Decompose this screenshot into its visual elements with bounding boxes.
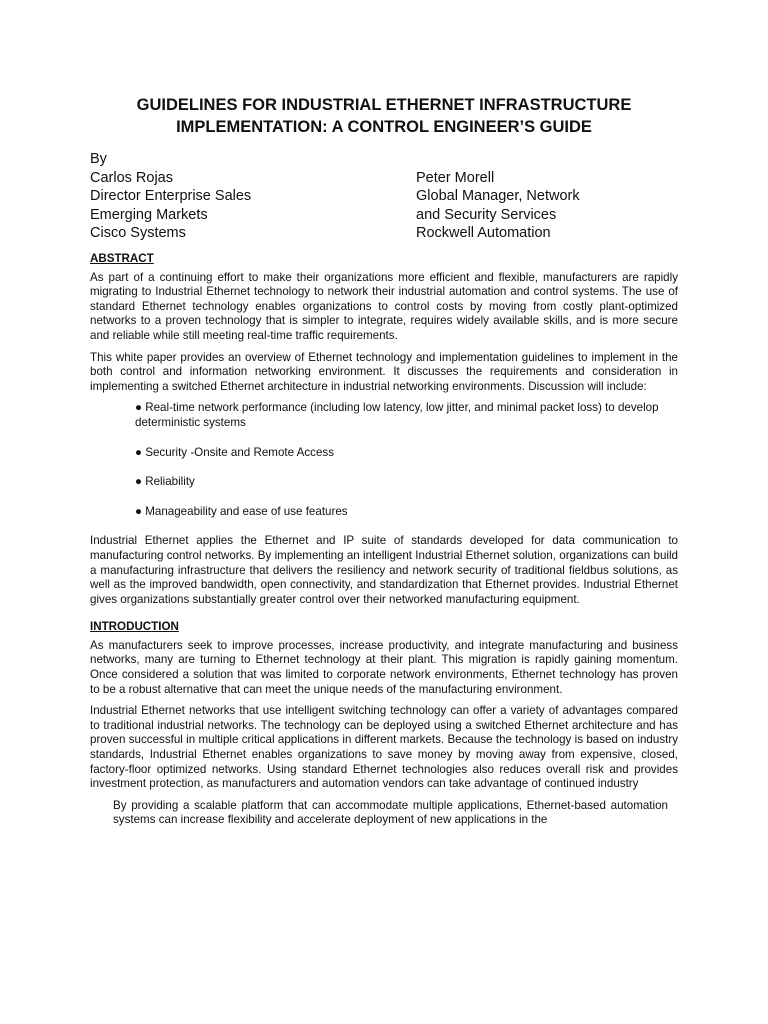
title-line-2: IMPLEMENTATION: A CONTROL ENGINEER’S GUIDE (176, 118, 592, 136)
title-line-1: GUIDELINES FOR INDUSTRIAL ETHERNET INFRASTRUCTURE (136, 96, 632, 114)
by-label: By (90, 151, 107, 167)
author-right-column (416, 169, 580, 243)
author-right-division: and Security Services (416, 206, 557, 223)
abstract-paragraph-1: As part of a continuing effort to make their organizations more efficient and flexible, manufacturers are rapidly migrating to Industrial Ethernet technology to network their industrial automation and control systems. The use of standard Ethernet technology enables organizations to control costs by moving from costly plant-optimized networks to a proven technology that is simpler to integrate, requires widely available skills, and is more secure and reliable while still meeting real-time traffic requirements. (90, 270, 678, 342)
introduction-paragraph-1: As manufacturers seek to improve processes, increase productivity, and integrate manufacturing and business networks, many are turning to Ethernet technology at their plant. This migration is rapidly gaining momentum. Once considered a solution that was limited to corporate network environments, Ethernet technology has proven to be a robust alternative that can meet the unique needs of the manufacturing environment. (90, 638, 678, 696)
abstract-heading: ABSTRACT (90, 252, 154, 265)
introduction-paragraph-3: By providing a scalable platform that can accommodate multiple applications, Ethernet-based automation systems can increase flexibility and accelerate deployment of new applications in the (113, 798, 668, 827)
author-left-title: Director Enterprise Sales (90, 188, 252, 204)
author-left-company: Cisco Systems (90, 225, 186, 241)
author-left-division: Emerging Markets (90, 206, 208, 223)
introduction-heading: INTRODUCTION (90, 620, 179, 634)
abstract-paragraph-2: This white paper provides an overview of Ethernet technology and implementation guidelines to implement in the both control and information networking environment. It discusses the requirements and consideration in implementing a switched Ethernet architecture in industrial networking environments. Discussion will include: (90, 350, 678, 393)
abstract-paragraph-3: Industrial Ethernet applies the Ethernet and IP suite of standards developed for data communication to manufacturing control networks. By implementing an intelligent Industrial Ethernet solution, organizations can build a manufacturing infrastructure that delivers the resiliency and network security of traditional fieldbus solutions, as well as the improved bandwidth, open connectivity, and standardization that Ethernet provides. Industrial Ethernet gives organizations substantially greater control over their networked manufacturing equipment. (90, 534, 678, 606)
author-right-company: Rockwell Automation (416, 225, 551, 241)
bullet-item: ● Manageability and ease of use features (135, 504, 348, 518)
document-body (90, 252, 678, 835)
author-right-title: Global Manager, Network (416, 188, 580, 204)
author-right-name: Peter Morell (416, 169, 495, 186)
author-left-column (90, 169, 251, 243)
bullet-item: ● Real-time network performance (including low latency, low jitter, and minimal packet loss) to develop deterministic systems (135, 401, 659, 429)
author-left-name: Carlos Rojas (90, 169, 173, 186)
introduction-paragraph-2: Industrial Ethernet networks that use intelligent switching technology can offer a variety of advantages compared to traditional industrial networks. The technology can be deployed using a switched Ethernet architecture and has proven successful in multiple critical applications in different markets. Because the technology is based on industry standards, Industrial Ethernet enables organizations to save money by moving away from expensive, closed, factory-floor optimized networks. Using standard Ethernet technologies also reduces overall risk and provides investment protection, as manufacturers and automation vendors can take advantage of continued industry (90, 704, 678, 791)
document-title (60, 94, 708, 138)
bullet-item: ● Security -Onsite and Remote Access (135, 445, 335, 459)
discussion-bullet-list (135, 401, 678, 519)
bullet-item: ● Reliability (135, 475, 195, 489)
